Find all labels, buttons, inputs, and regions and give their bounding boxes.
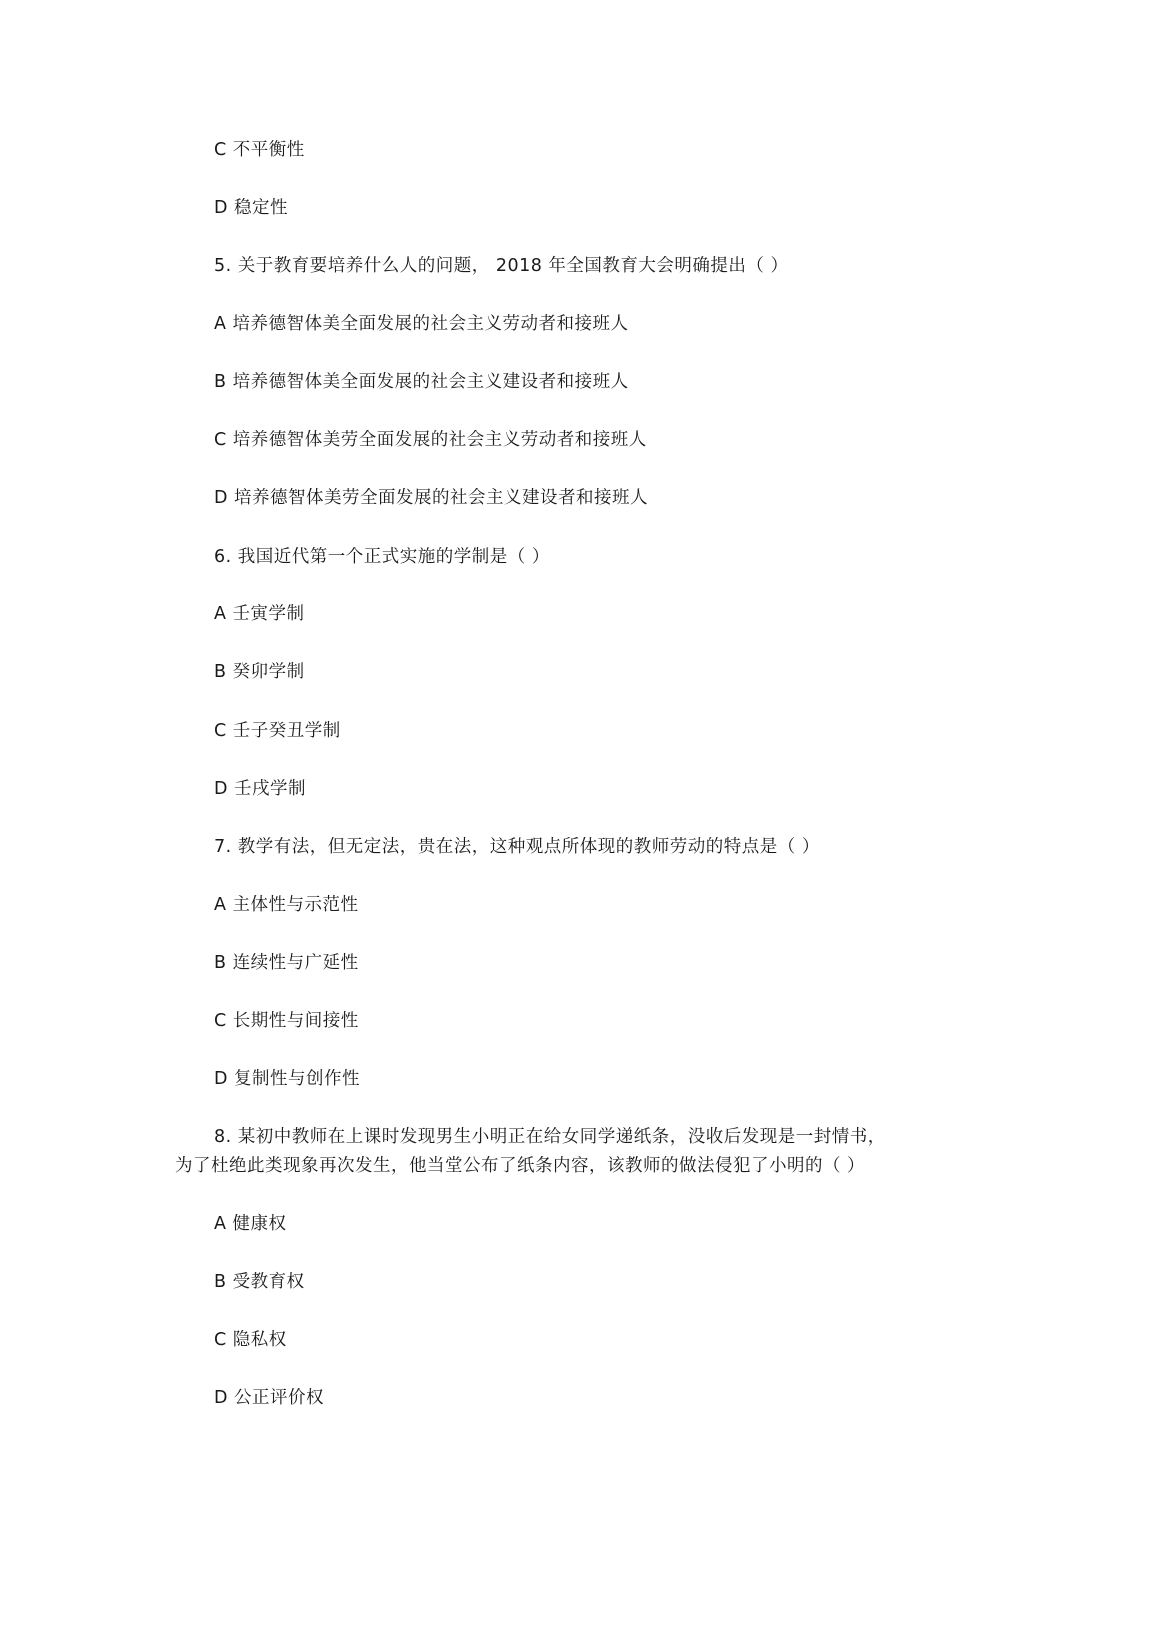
question-7: 7. 教学有法，但无定法，贵在法，这种观点所体现的教师劳动的特点是（ ） [214,837,820,857]
option-a-q6: A 壬寅学制 [214,604,305,624]
option-d-q5: D 培养德智体美劳全面发展的社会主义建设者和接班人 [214,488,649,508]
option-a-q7: A 主体性与示范性 [214,895,359,915]
question-5: 5. 关于教育要培养什么人的问题， 2018 年全国教育大会明确提出（ ） [214,256,789,276]
option-a-q5: A 培养德智体美全面发展的社会主义劳动者和接班人 [214,314,629,334]
option-b-q5: B 培养德智体美全面发展的社会主义建设者和接班人 [214,372,629,392]
option-c-q5: C 培养德智体美劳全面发展的社会主义劳动者和接班人 [214,430,647,450]
option-d-q6: D 壬戌学制 [214,779,307,799]
option-d-q7: D 复制性与创作性 [214,1069,361,1089]
option-c-q4: C 不平衡性 [214,140,305,160]
question-8-continued: 为了杜绝此类现象再次发生，他当堂公布了纸条内容，该教师的做法侵犯了小明的（ ） [175,1156,866,1176]
option-c-q6: C 壬子癸丑学制 [214,721,341,741]
option-a-q8: A 健康权 [214,1214,287,1234]
option-b-q8: B 受教育权 [214,1272,305,1292]
option-d-q4: D 稳定性 [214,198,289,218]
option-c-q8: C 隐私权 [214,1330,287,1350]
option-b-q7: B 连续性与广延性 [214,953,359,973]
option-c-q7: C 长期性与间接性 [214,1011,359,1031]
question-8: 8. 某初中教师在上课时发现男生小明正在给女同学递纸条，没收后发现是一封情书， [214,1127,886,1147]
question-6: 6. 我国近代第一个正式实施的学制是（ ） [214,547,550,567]
option-d-q8: D 公正评价权 [214,1388,325,1408]
option-b-q6: B 癸卯学制 [214,662,305,682]
